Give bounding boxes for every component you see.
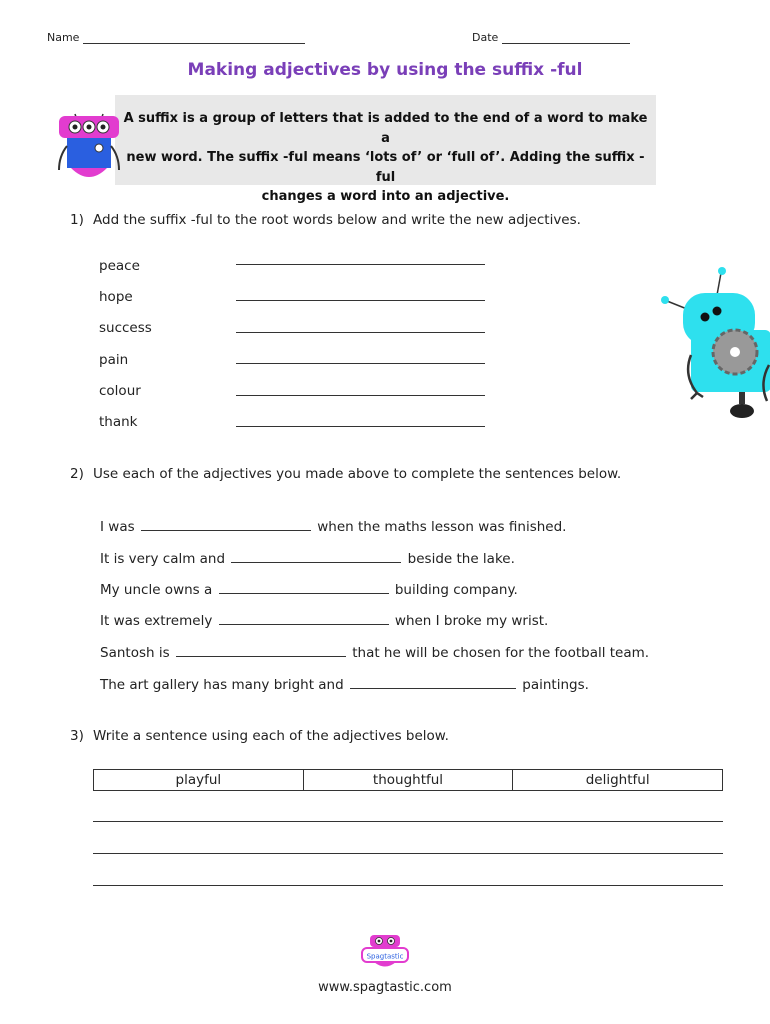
sentence bbox=[100, 612, 548, 629]
writing-line[interactable] bbox=[93, 853, 723, 854]
sentence bbox=[100, 518, 566, 535]
name-field[interactable] bbox=[47, 31, 305, 44]
spagtastic-logo-icon bbox=[360, 933, 410, 973]
name-line[interactable] bbox=[83, 33, 305, 44]
sentence bbox=[100, 644, 649, 661]
sentence-end: beside the lake. bbox=[407, 551, 515, 567]
sentence-start: It was extremely bbox=[100, 613, 213, 629]
info-line: A suffix is a group of letters that is added to the end of a word to make a bbox=[123, 111, 648, 146]
sentence-blank[interactable] bbox=[231, 550, 401, 563]
writing-line[interactable] bbox=[93, 821, 723, 822]
sentence-end: that he will be chosen for the football team. bbox=[352, 645, 650, 661]
sentence-start: The art gallery has many bright and bbox=[100, 677, 344, 693]
logo-text: Spagtastic bbox=[366, 952, 404, 961]
sentence-end: building company. bbox=[394, 582, 518, 598]
root-word: colour bbox=[99, 383, 141, 399]
adjective-cell: thoughtful bbox=[303, 770, 513, 791]
adjective-cell: playful bbox=[94, 770, 304, 791]
sentence-end: when I broke my wrist. bbox=[394, 613, 549, 629]
sentence-end: when the maths lesson was finished. bbox=[317, 519, 567, 535]
answer-line[interactable] bbox=[236, 363, 485, 364]
robot-cyan-gear-icon bbox=[655, 265, 770, 425]
name-label: Name bbox=[47, 31, 80, 44]
question-number: 3) bbox=[70, 728, 84, 744]
date-label: Date bbox=[472, 31, 499, 44]
sentence-start: I was bbox=[100, 519, 135, 535]
sentence-blank[interactable] bbox=[141, 518, 311, 531]
root-word: peace bbox=[99, 258, 140, 274]
sentence bbox=[100, 581, 518, 598]
question-text: Add the suffix -ful to the root words below and write the new adjectives. bbox=[93, 212, 581, 228]
root-word: hope bbox=[99, 289, 133, 305]
answer-line[interactable] bbox=[236, 395, 485, 396]
question-2 bbox=[70, 466, 621, 482]
answer-line[interactable] bbox=[236, 332, 485, 333]
question-3 bbox=[70, 728, 449, 744]
sentence-blank[interactable] bbox=[350, 676, 516, 689]
question-text: Write a sentence using each of the adjectives below. bbox=[93, 728, 449, 744]
info-line: changes a word into an adjective. bbox=[261, 189, 510, 204]
adjective-cell: delightful bbox=[513, 770, 723, 791]
sentence-end: paintings. bbox=[522, 677, 589, 693]
sentence-start: My uncle owns a bbox=[100, 582, 213, 598]
info-line: new word. The suffix -ful means ‘lots of’ or ‘full of’. Adding the suffix -ful bbox=[126, 150, 645, 185]
answer-line[interactable] bbox=[236, 264, 485, 265]
question-number: 2) bbox=[70, 466, 84, 482]
answer-line[interactable] bbox=[236, 426, 485, 427]
question-1 bbox=[70, 212, 581, 228]
root-word: success bbox=[99, 320, 152, 336]
page-title: Making adjectives by using the suffix -ful bbox=[187, 60, 583, 80]
date-line[interactable] bbox=[502, 33, 630, 44]
robot-pink-blue-icon bbox=[53, 112, 125, 184]
info-text bbox=[118, 109, 653, 207]
root-word: pain bbox=[99, 352, 129, 368]
root-word: thank bbox=[99, 414, 138, 430]
sentence-blank[interactable] bbox=[219, 612, 389, 625]
question-number: 1) bbox=[70, 212, 84, 228]
adjective-table bbox=[93, 769, 723, 791]
answer-line[interactable] bbox=[236, 300, 485, 301]
sentence bbox=[100, 676, 589, 693]
footer-url[interactable]: www.spagtastic.com bbox=[318, 980, 452, 995]
writing-line[interactable] bbox=[93, 885, 723, 886]
question-text: Use each of the adjectives you made above to complete the sentences below. bbox=[93, 466, 622, 482]
sentence-blank[interactable] bbox=[176, 644, 346, 657]
sentence bbox=[100, 550, 515, 567]
date-field[interactable] bbox=[472, 31, 630, 44]
sentence-blank[interactable] bbox=[219, 581, 389, 594]
sentence-start: It is very calm and bbox=[100, 551, 226, 567]
sentence-start: Santosh is bbox=[100, 645, 170, 661]
